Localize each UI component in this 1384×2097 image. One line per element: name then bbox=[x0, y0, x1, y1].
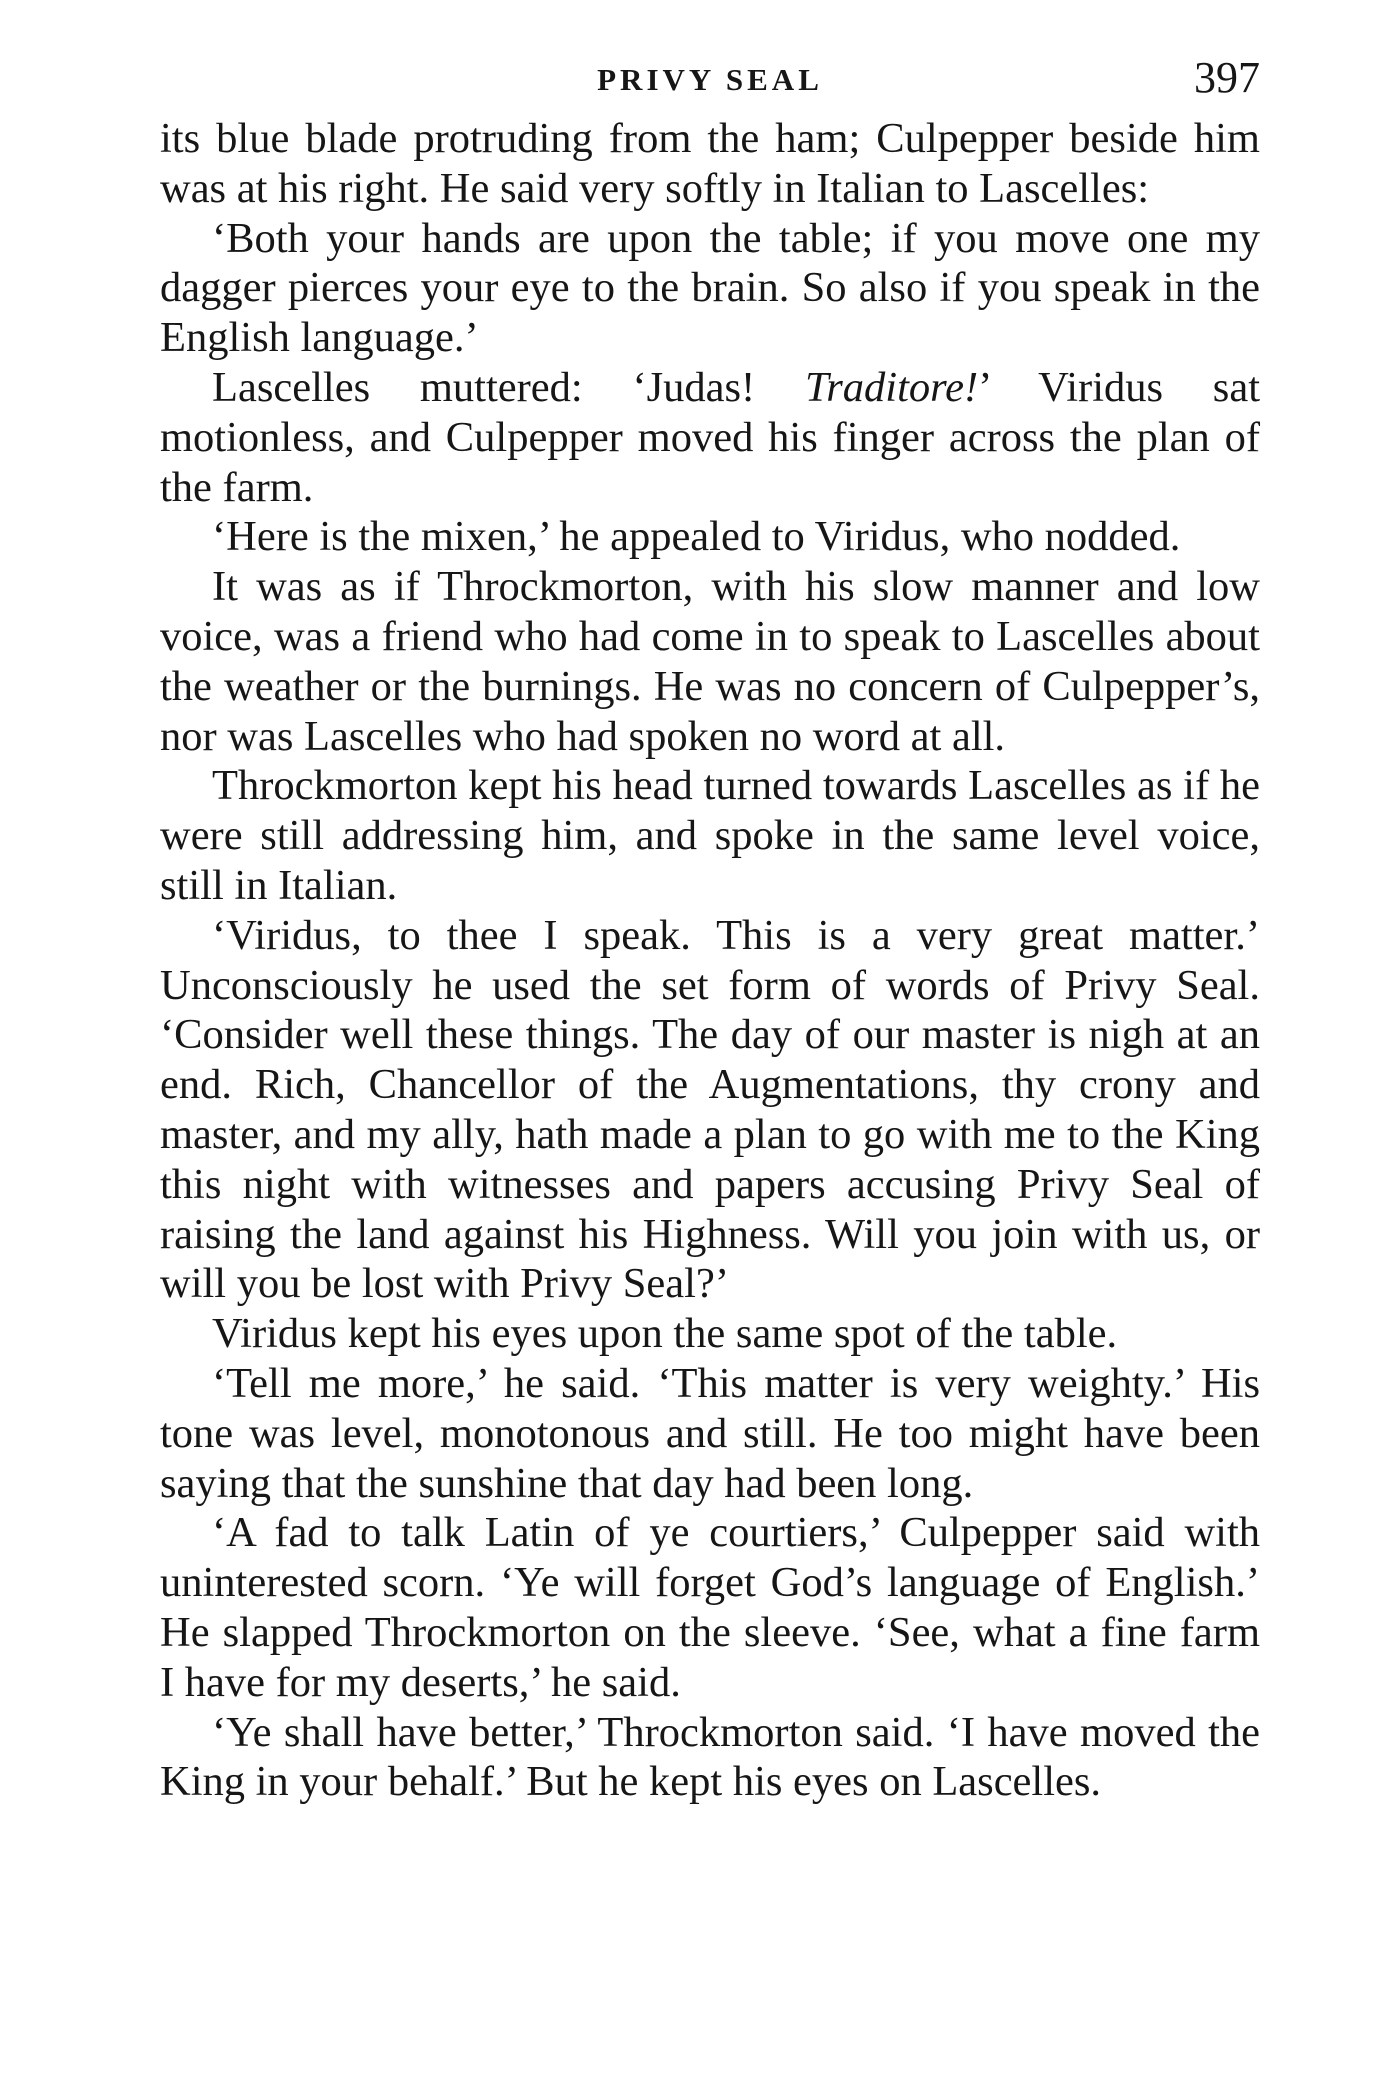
paragraph: its blue blade protruding from the ham; Culpepper beside him was at his right. He said very softly in Italian to Lascelles: bbox=[160, 115, 1260, 212]
paragraph: ‘Both your hands are upon the table; if you move one my dagger pierces your eye to the brain. So also if you speak in the English language.’ bbox=[160, 214, 1260, 362]
page-number: 397 bbox=[1194, 53, 1260, 102]
paragraph: ‘A fad to talk Latin of ye courtiers,’ Culpepper said with uninterested scorn. ‘Ye will forget God’s language of English.’ He slapped Throckmorton on the sleeve. ‘See, what a fine farm I have for my deserts,’ he said. bbox=[160, 1509, 1260, 1706]
paragraph-text: ’ Viridus sat motionless, and Culpepper moved his finger across the plan of the farm. bbox=[160, 363, 1261, 511]
paragraph: It was as if Throckmorton, with his slow manner and low voice, was a friend who had come in to speak to Lascelles about the weather or the burnings. He was no concern of Culpepper’s, nor was Lascelles who had spoken no word at all. bbox=[160, 563, 1260, 760]
body-text bbox=[160, 114, 1260, 1807]
paragraph: Viridus kept his eyes upon the same spot of the table. bbox=[212, 1310, 1118, 1358]
italic-word: Traditore! bbox=[804, 363, 979, 411]
running-header bbox=[160, 53, 1260, 114]
book-page bbox=[160, 53, 1261, 1807]
paragraph-text: Lascelles muttered: ‘Judas! bbox=[212, 363, 805, 411]
paragraph: Throckmorton kept his head turned towards Lascelles as if he were still addressing him, and spoke in the same level voice, still in Italian. bbox=[160, 762, 1260, 909]
paragraph: ‘Here is the mixen,’ he appealed to Viridus, who nodded. bbox=[212, 513, 1181, 561]
paragraph: ‘Ye shall have better,’ Throckmorton said. ‘I have moved the King in your behalf.’ But he kept his eyes on Lascelles. bbox=[160, 1708, 1260, 1806]
paragraph: ‘Tell me more,’ he said. ‘This matter is very weighty.’ His tone was level, monotonous and still. He too might have been saying that the sunshine that day had been long. bbox=[160, 1359, 1260, 1507]
paragraph: ‘Viridus, to thee I speak. This is a very great matter.’ Unconsciously he used the set form of words of Privy Seal. ‘Consider well these things. The day of our master is nigh at an end. Rich, Chancellor of the Augmentations, thy crony and master, and my ally, hath made a plan to go with me to the King this night with witnesses and papers accusing Privy Seal of raising the land against his Highness. Will you join with us, or will you be lost with Privy Seal?’ bbox=[160, 911, 1260, 1308]
running-title: PRIVY SEAL bbox=[597, 62, 823, 97]
paragraph bbox=[160, 363, 1260, 512]
